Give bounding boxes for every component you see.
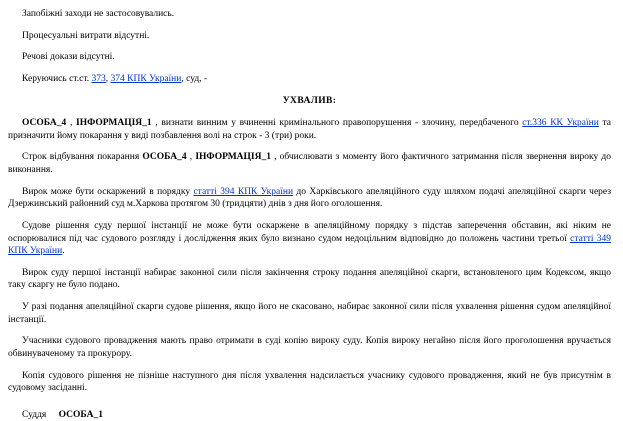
paragraph-copy-rights: [8, 335, 611, 360]
verdict-body: [8, 117, 611, 395]
text-run: Процесуальні витрати відсутні.: [22, 30, 150, 41]
redacted-entity: ІНФОРМАЦІЯ_1: [76, 118, 152, 129]
text-run: Судове рішення суду першої інстанції не може бути оскаржене в апеляційному порядку з підстав заперечення обставин, які ніким не оспорювалися під час судового розгляду і дослідження яких було визнано судом недоцільним відповідно до положень частини третьої: [8, 220, 611, 244]
signature-role: Суддя: [22, 409, 47, 420]
legal-reference-link[interactable]: 373: [91, 73, 106, 84]
text-run: ,: [105, 73, 111, 84]
text-run: Речові докази відсутні.: [22, 52, 115, 63]
text-run: У разі подання апеляційної скарги судове рішення, якщо його не скасовано, набирає законної сили після ухвалення рішення судом апеляційної інстанції.: [8, 302, 611, 325]
redacted-entity: ОСОБА_4: [142, 152, 187, 163]
signature-name: ОСОБА_1: [58, 409, 103, 420]
text-run: , визнати винним у вчиненні кримінального правопорушення - злочину, передбаченого: [151, 118, 523, 129]
redacted-entity: ІНФОРМАЦІЯ_1: [195, 152, 271, 163]
legal-reference-link[interactable]: 374 КПК України: [110, 73, 182, 84]
paragraph-legal-basis: [8, 73, 611, 86]
text-run: Запобіжні заходи не застосовувались.: [22, 9, 175, 19]
text-run: Учасники судового провадження мають право отримати в суді копію вироку суду. Копія вироку негайно після його проголошення вручається обвинуваченому та прокурору.: [8, 336, 611, 359]
text-run: Вирок може бути оскаржений в порядку: [22, 186, 194, 197]
redacted-entity: ОСОБА_4: [22, 118, 67, 129]
text-run: Копія судового рішення не пізніше наступного дня після ухвалення надсилається учаснику судового провадження, який не був присутнім в судовому засіданні.: [8, 370, 611, 394]
paragraph-verdict-main: [8, 117, 611, 142]
text-run: ,: [186, 152, 196, 163]
text-run: , обчислювати з моменту його фактичного затримання після звернення вироку до виконання.: [8, 152, 611, 175]
paragraph-sentence-start: [8, 151, 611, 176]
text-run: до Харківського апеляційного суду шляхом подачі апеляційної скарги через Дзержинський районний суд м.Харкова протягом 30 (тридцяти) днів з дня його оголошення.: [8, 186, 611, 210]
paragraph-copy-delivery: [8, 370, 611, 395]
intro-paragraphs: [8, 8, 611, 86]
text-run: , суд, -: [181, 73, 208, 84]
text-run: та призначити йому покарання у виді позбавлення волі на строк - 3 (три) роки.: [8, 118, 612, 141]
paragraph-legal-force: [8, 267, 611, 292]
text-run: Керуючись ст.ст.: [22, 73, 92, 84]
paragraph-appeal-limits: [8, 220, 611, 258]
paragraph-appeal-procedure: [8, 186, 611, 211]
paragraph-material-evidence: [8, 51, 611, 64]
page-heading: УХВАЛИВ:: [282, 95, 337, 106]
text-run: ,: [66, 118, 77, 129]
text-run: Вирок суду першої інстанції набирає законної сили після закінчення строку подання апеляційної скарги, встановленого цим Кодексом, якщо таку скаргу не було подано.: [8, 267, 611, 291]
legal-reference-link[interactable]: ст.336 КК України: [522, 118, 599, 129]
text-run: .: [62, 246, 65, 257]
paragraph-procedural-costs: [8, 30, 611, 43]
paragraph-appeal-filed: [8, 301, 611, 326]
paragraph-preventive-measures: [8, 8, 611, 21]
text-run: Строк відбування покарання: [22, 152, 143, 163]
legal-reference-link[interactable]: статті 349 КПК України: [8, 233, 611, 257]
legal-reference-link[interactable]: статті 394 КПК України: [193, 186, 294, 197]
